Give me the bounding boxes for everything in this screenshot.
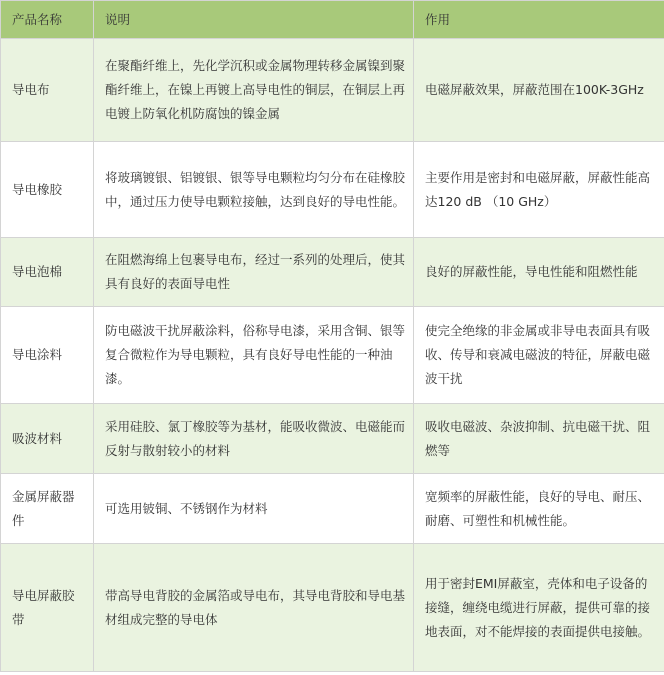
product-name-cell: 吸波材料	[1, 404, 94, 474]
product-name-cell: 导电橡胶	[1, 142, 94, 238]
product-name-cell: 导电屏蔽胶带	[1, 544, 94, 672]
description-cell: 可选用铍铜、不锈钢作为材料	[94, 474, 414, 544]
function-cell: 良好的屏蔽性能，导电性能和阻燃性能	[414, 238, 664, 307]
table-row	[1, 142, 664, 238]
description-cell: 在聚酯纤维上，先化学沉积或金属物理转移金属镍到聚酯纤维上，在镍上再镀上高导电性的铜层，在铜层上再电镀上防氧化机防腐蚀的镍金属	[94, 39, 414, 142]
product-name-cell: 导电涂料	[1, 307, 94, 404]
description-cell: 将玻璃镀银、铝镀银、银等导电颗粒均匀分布在硅橡胶中，通过压力使导电颗粒接触，达到良好的导电性能。	[94, 142, 414, 238]
table-row	[1, 404, 664, 474]
product-name-cell: 导电布	[1, 39, 94, 142]
header-description: 说明	[94, 1, 414, 39]
description-cell: 采用硅胶、氯丁橡胶等为基材，能吸收微波、电磁能而反射与散射较小的材料	[94, 404, 414, 474]
description-cell: 在阻燃海绵上包裹导电布，经过一系列的处理后，使其具有良好的表面导电性	[94, 238, 414, 307]
table-row	[1, 307, 664, 404]
header-function: 作用	[414, 1, 664, 39]
function-cell: 吸收电磁波、杂波抑制、抗电磁干扰、阻燃等	[414, 404, 664, 474]
header-product-name: 产品名称	[1, 1, 94, 39]
function-cell: 使完全绝缘的非金属或非导电表面具有吸收、传导和衰减电磁波的特征，屏蔽电磁波干扰	[414, 307, 664, 404]
table-header-row	[1, 1, 664, 39]
product-name-cell: 导电泡棉	[1, 238, 94, 307]
table-row	[1, 39, 664, 142]
function-cell: 用于密封EMI屏蔽室，壳体和电子设备的接缝，缠绕电缆进行屏蔽，提供可靠的接地表面，对不能焊接的表面提供电接触。	[414, 544, 664, 672]
description-cell: 带高导电背胶的金属箔或导电布，其导电背胶和导电基材组成完整的导电体	[94, 544, 414, 672]
function-cell: 电磁屏蔽效果，屏蔽范围在100K-3GHz	[414, 39, 664, 142]
table-row	[1, 544, 664, 672]
product-name-cell: 金属屏蔽器件	[1, 474, 94, 544]
table-row	[1, 474, 664, 544]
function-cell: 主要作用是密封和电磁屏蔽，屏蔽性能高达120 dB （10 GHz）	[414, 142, 664, 238]
description-cell: 防电磁波干扰屏蔽涂料，俗称导电漆，采用含铜、银等复合微粒作为导电颗粒，具有良好导电性能的一种油漆。	[94, 307, 414, 404]
function-cell: 宽频率的屏蔽性能，良好的导电、耐压、耐磨、可塑性和机械性能。	[414, 474, 664, 544]
table-row	[1, 238, 664, 307]
